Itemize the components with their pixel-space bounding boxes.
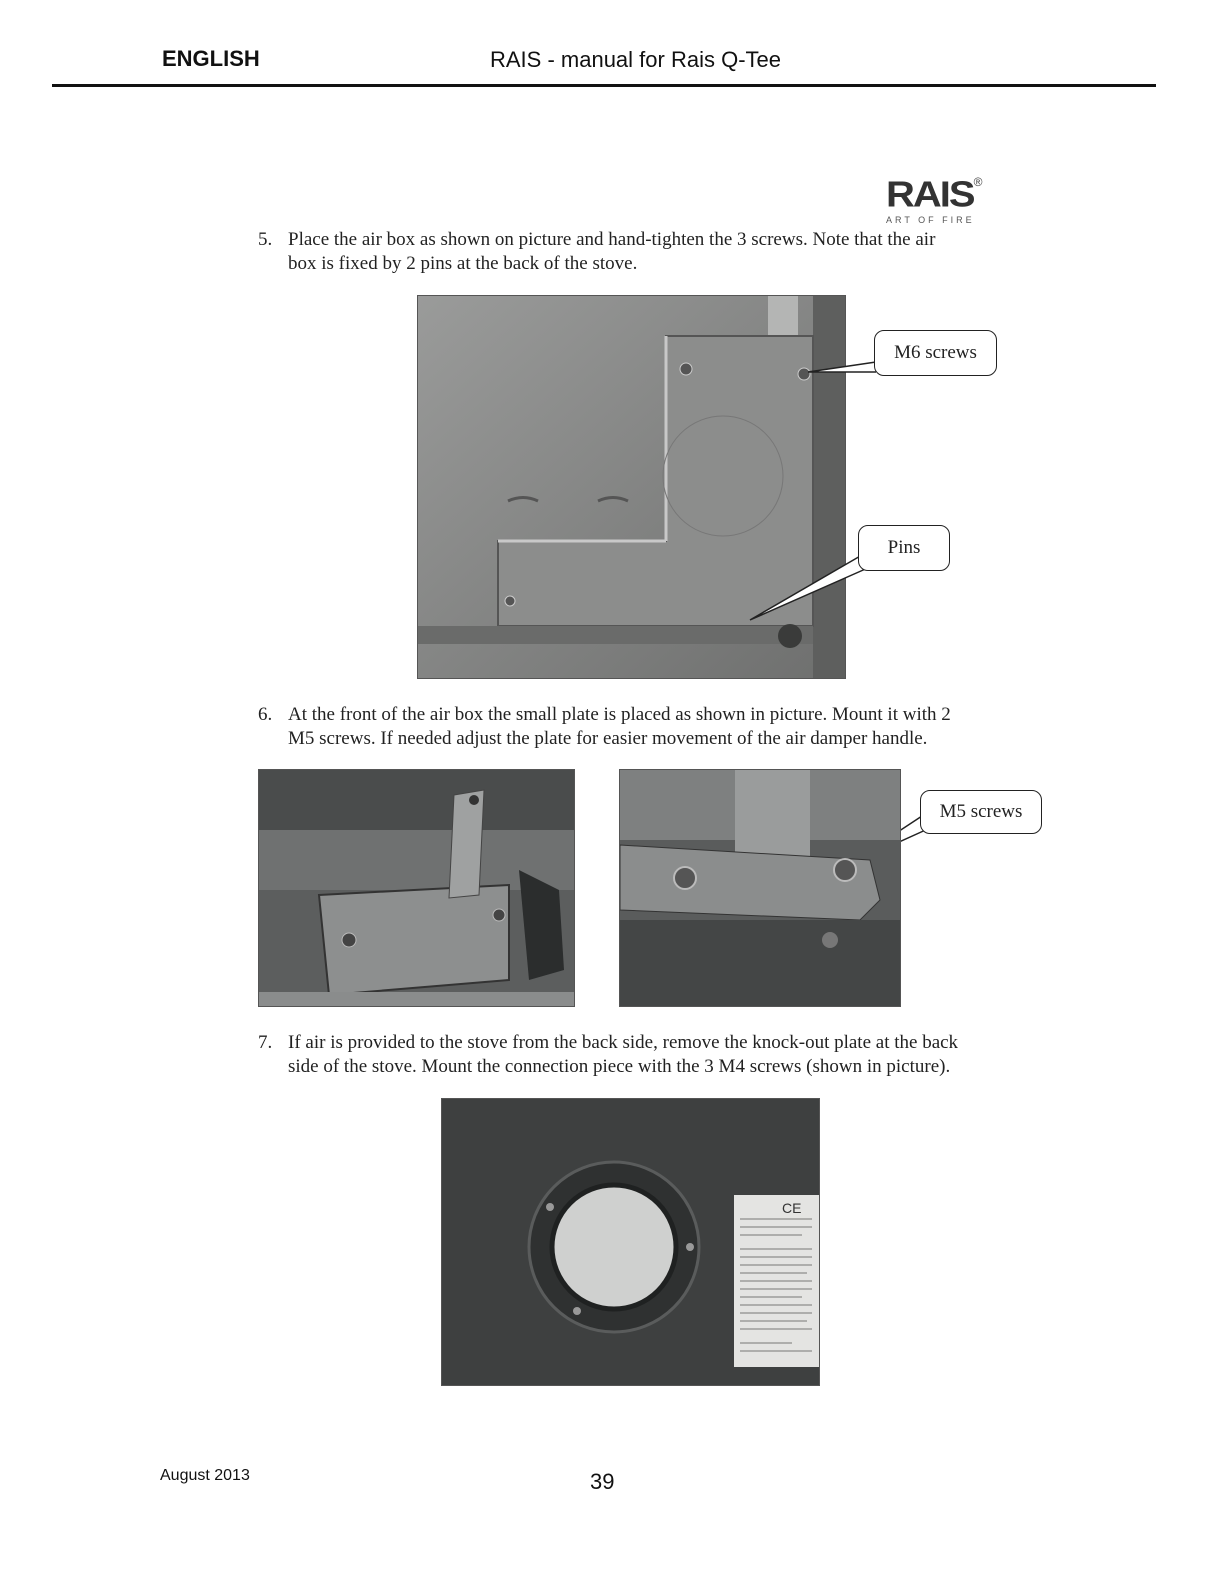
logo-wordmark: RAIS	[886, 175, 974, 215]
step-text-line2: M5 screws. If needed adjust the plate for easier movement of the air damper handle.	[288, 728, 928, 749]
callout-m6-screws: M6 screws	[874, 330, 997, 376]
callout-m5-screws: M5 screws	[920, 790, 1042, 834]
small-plate-front-illustration	[620, 770, 900, 1006]
step-number: 6.	[258, 704, 273, 725]
callout-pins: Pins	[858, 525, 950, 571]
step-6	[258, 703, 1038, 753]
footer-date: August 2013	[160, 1467, 250, 1484]
back-connection-illustration	[442, 1099, 819, 1385]
step-7	[258, 1031, 1038, 1081]
page-number: 39	[590, 1469, 615, 1494]
photo-small-plate-side	[258, 769, 575, 1007]
step-number: 7.	[258, 1032, 273, 1053]
photo-small-plate-front	[619, 769, 901, 1007]
registered-mark: ®	[973, 175, 983, 189]
step-text-line1: If air is provided to the stove from the back side, remove the knock-out plate at the back	[288, 1032, 959, 1053]
step-text-line1: Place the air box as shown on picture and hand-tighten the 3 screws. Note that the air	[288, 229, 936, 250]
step-number: 5.	[258, 229, 273, 250]
step-text-line1: At the front of the air box the small plate is placed as shown in picture. Mount it with 2	[288, 704, 951, 725]
language-label: ENGLISH	[162, 46, 260, 71]
small-plate-side-illustration	[259, 770, 574, 1006]
logo-tagline: ART OF FIRE	[886, 215, 975, 225]
ce-mark: CE	[782, 1200, 802, 1216]
step-text-line2: box is fixed by 2 pins at the back of the stove.	[288, 253, 638, 274]
photo-back-connection	[441, 1098, 820, 1386]
step-text-line2: side of the stove. Mount the connection piece with the 3 M4 screws (shown in picture).	[288, 1056, 951, 1077]
document-title: RAIS - manual for Rais Q-Tee	[490, 47, 781, 72]
